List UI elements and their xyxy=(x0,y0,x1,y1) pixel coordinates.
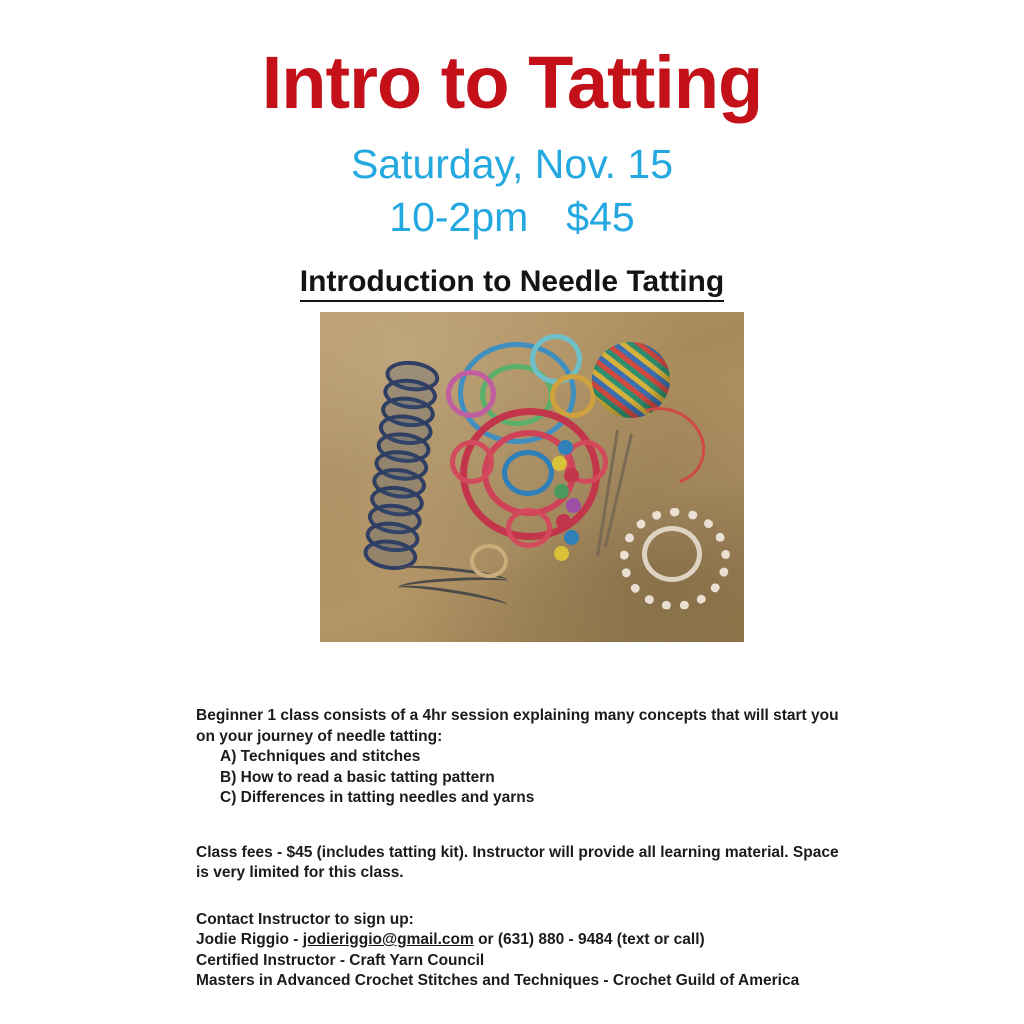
credential-line-2: Masters in Advanced Crochet Stitches and Techniques - Crochet Guild of America xyxy=(196,972,800,989)
red-flower-petal-left xyxy=(450,440,494,484)
scan-heading-text: Introduction to Needle Tatting xyxy=(300,265,724,302)
topics-list xyxy=(196,747,856,809)
event-time-price xyxy=(0,193,1024,241)
fees-line-1: Class fees - $45 (includes tatting kit). Instructor will provide all learning material. Space xyxy=(196,843,839,861)
red-flower-petal-bottom xyxy=(506,508,552,548)
list-item: B) How to read a basic tatting pattern xyxy=(220,768,495,786)
small-tatted-ring xyxy=(470,544,508,578)
event-date: Saturday, Nov. 15 xyxy=(350,141,674,187)
event-price: $45 xyxy=(566,194,635,240)
intro-line-1: Beginner 1 class consists of a 4hr session explaining many concepts that will start you xyxy=(196,707,839,724)
beaded-strand xyxy=(550,440,590,570)
instructor-phone: or (631) 880 - 9484 (text or call) xyxy=(473,931,705,948)
scan-heading xyxy=(0,263,1024,301)
class-description xyxy=(196,706,856,992)
needle-tatting-samples-photo xyxy=(320,312,744,642)
list-item: A) Techniques and stitches xyxy=(220,748,421,765)
paragraph-spacer xyxy=(196,809,856,843)
instructor-name: Jodie Riggio - xyxy=(196,931,303,948)
page-title: Intro to Tatting xyxy=(261,41,763,124)
multicolor-motif-petal-right xyxy=(550,374,596,418)
paragraph-spacer xyxy=(196,884,856,910)
multicolor-motif-petal-left xyxy=(446,370,496,418)
intro-line-2: on your journey of needle tatting: xyxy=(196,727,443,745)
instructor-email-link[interactable]: jodieriggio@gmail.com xyxy=(302,931,474,948)
credential-line-1: Certified Instructor - Craft Yarn Council xyxy=(196,951,485,969)
contact-heading: Contact Instructor to sign up: xyxy=(196,910,414,928)
white-doily-center xyxy=(642,526,702,582)
list-item: C) Differences in tatting needles and yarns xyxy=(220,789,535,806)
contact-line xyxy=(196,930,856,951)
red-flower-motif-center xyxy=(502,450,554,496)
fees-line-2: is very limited for this class. xyxy=(196,864,404,881)
event-time: 10-2pm xyxy=(389,194,529,240)
